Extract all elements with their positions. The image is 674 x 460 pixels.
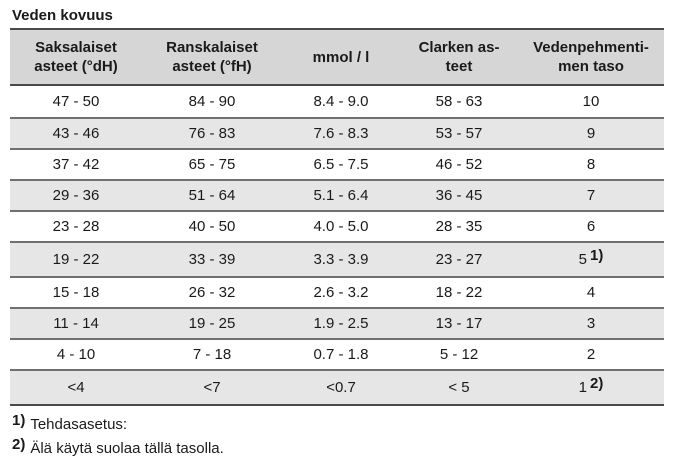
cell-value: 19 - 25: [188, 315, 236, 332]
cell-softener-level: [518, 118, 664, 149]
cell-value: 7: [586, 187, 596, 204]
cell-value: 28 - 35: [435, 218, 483, 235]
cell-mmol: [282, 308, 400, 339]
cell-value: 1: [578, 379, 587, 396]
cell-mmol: [282, 370, 400, 405]
cell-value: < 5: [448, 379, 470, 396]
cell-value: 76 - 83: [188, 125, 236, 142]
footnote-2: [12, 436, 224, 457]
cell-value: 6: [586, 218, 596, 235]
table-row: [10, 339, 664, 370]
table-row: [10, 211, 664, 242]
cell-value: <0.7: [326, 379, 356, 396]
table-row: [10, 118, 664, 149]
cell-value: 23 - 27: [435, 251, 483, 268]
cell-clarke-degrees: [400, 118, 518, 149]
cell-softener-level: [518, 211, 664, 242]
cell-french-degrees: [142, 370, 282, 405]
header-french-degrees: Ranskalaiset asteet (°fH): [142, 29, 282, 85]
footnote-1: [12, 412, 128, 433]
cell-french-degrees: [142, 211, 282, 242]
cell-value: 53 - 57: [435, 125, 483, 142]
cell-value: 19 - 22: [52, 251, 100, 268]
cell-value: 1.9 - 2.5: [313, 315, 369, 332]
cell-value: 65 - 75: [188, 156, 236, 173]
cell-value: 26 - 32: [188, 284, 236, 301]
cell-mmol: [282, 277, 400, 308]
footnote-text: Älä käytä suolaa tällä tasolla.: [30, 440, 224, 457]
cell-value: 3: [586, 315, 596, 332]
cell-value: 5.1 - 6.4: [313, 187, 369, 204]
cell-value: 4 - 10: [56, 346, 96, 363]
cell-softener-level: [518, 180, 664, 211]
cell-value: 0.7 - 1.8: [313, 346, 369, 363]
footnote-marker: 1): [590, 247, 604, 264]
cell-softener-level: [518, 85, 664, 118]
cell-german-degrees: [10, 370, 142, 405]
cell-mmol: [282, 85, 400, 118]
cell-value: 7.6 - 8.3: [313, 125, 369, 142]
cell-value: 2.6 - 3.2: [313, 284, 369, 301]
cell-value: 36 - 45: [435, 187, 483, 204]
cell-value: 3.3 - 3.9: [313, 251, 369, 268]
cell-clarke-degrees: [400, 277, 518, 308]
cell-value: 23 - 28: [52, 218, 100, 235]
cell-value: 4: [586, 284, 596, 301]
cell-value: 6.5 - 7.5: [313, 156, 369, 173]
cell-french-degrees: [142, 277, 282, 308]
cell-value: 2: [586, 346, 596, 363]
section-title: Veden kovuus: [12, 7, 113, 24]
table-row: [10, 180, 664, 211]
cell-value: 8: [586, 156, 596, 173]
cell-value: 10: [582, 93, 600, 110]
cell-value: 13 - 17: [435, 315, 483, 332]
cell-german-degrees: [10, 149, 142, 180]
cell-mmol: [282, 118, 400, 149]
cell-mmol: [282, 211, 400, 242]
cell-softener-level: [518, 339, 664, 370]
cell-clarke-degrees: [400, 370, 518, 405]
cell-french-degrees: [142, 85, 282, 118]
cell-value: 5 - 12: [439, 346, 479, 363]
table-row: [10, 370, 664, 405]
cell-french-degrees: [142, 339, 282, 370]
header-mmol: mmol / l: [282, 29, 400, 85]
footnote-marker: 2): [12, 436, 26, 453]
table-header-row: [10, 29, 664, 85]
cell-value: 18 - 22: [435, 284, 483, 301]
cell-value: 43 - 46: [52, 125, 100, 142]
cell-value: 40 - 50: [188, 218, 236, 235]
table-row: [10, 85, 664, 118]
cell-value: 51 - 64: [188, 187, 236, 204]
cell-value: 46 - 52: [435, 156, 483, 173]
cell-german-degrees: [10, 277, 142, 308]
cell-softener-level: [518, 277, 664, 308]
cell-german-degrees: [10, 85, 142, 118]
header-german-degrees: Saksalaiset asteet (°dH): [10, 29, 142, 85]
cell-value: 33 - 39: [188, 251, 236, 268]
cell-softener-level: [518, 370, 664, 405]
cell-value: 4.0 - 5.0: [313, 218, 369, 235]
cell-value: 84 - 90: [188, 93, 236, 110]
cell-value: 9: [586, 125, 596, 142]
cell-value: 37 - 42: [52, 156, 100, 173]
cell-value: <4: [67, 379, 85, 396]
table-row: [10, 308, 664, 339]
cell-german-degrees: [10, 211, 142, 242]
cell-value: 47 - 50: [52, 93, 100, 110]
cell-mmol: [282, 242, 400, 277]
header-softener-level: Vedenpehmenti- men taso: [518, 29, 664, 85]
table-row: [10, 242, 664, 277]
cell-german-degrees: [10, 180, 142, 211]
cell-value: 7 - 18: [192, 346, 232, 363]
cell-mmol: [282, 149, 400, 180]
cell-value: 5: [578, 251, 587, 268]
water-hardness-table: [10, 28, 664, 406]
table-row: [10, 149, 664, 180]
cell-clarke-degrees: [400, 211, 518, 242]
cell-clarke-degrees: [400, 242, 518, 277]
cell-mmol: [282, 180, 400, 211]
header-clarke-degrees: Clarken as- teet: [400, 29, 518, 85]
cell-german-degrees: [10, 339, 142, 370]
cell-french-degrees: [142, 308, 282, 339]
cell-softener-level: [518, 242, 664, 277]
table-row: [10, 277, 664, 308]
cell-clarke-degrees: [400, 180, 518, 211]
cell-french-degrees: [142, 180, 282, 211]
cell-softener-level: [518, 149, 664, 180]
cell-french-degrees: [142, 149, 282, 180]
cell-clarke-degrees: [400, 308, 518, 339]
cell-value: 11 - 14: [53, 315, 99, 332]
cell-clarke-degrees: [400, 85, 518, 118]
cell-value: 8.4 - 9.0: [313, 93, 369, 110]
footnote-text: Tehdasasetus:: [30, 416, 128, 433]
cell-clarke-degrees: [400, 149, 518, 180]
cell-mmol: [282, 339, 400, 370]
cell-value: 58 - 63: [435, 93, 483, 110]
cell-softener-level: [518, 308, 664, 339]
footnote-marker: 2): [590, 375, 604, 392]
cell-value: <7: [203, 379, 221, 396]
cell-german-degrees: [10, 118, 142, 149]
cell-clarke-degrees: [400, 339, 518, 370]
cell-french-degrees: [142, 118, 282, 149]
cell-value: 29 - 36: [52, 187, 100, 204]
cell-french-degrees: [142, 242, 282, 277]
cell-german-degrees: [10, 308, 142, 339]
cell-value: 15 - 18: [52, 284, 100, 301]
cell-german-degrees: [10, 242, 142, 277]
footnote-marker: 1): [12, 412, 26, 429]
